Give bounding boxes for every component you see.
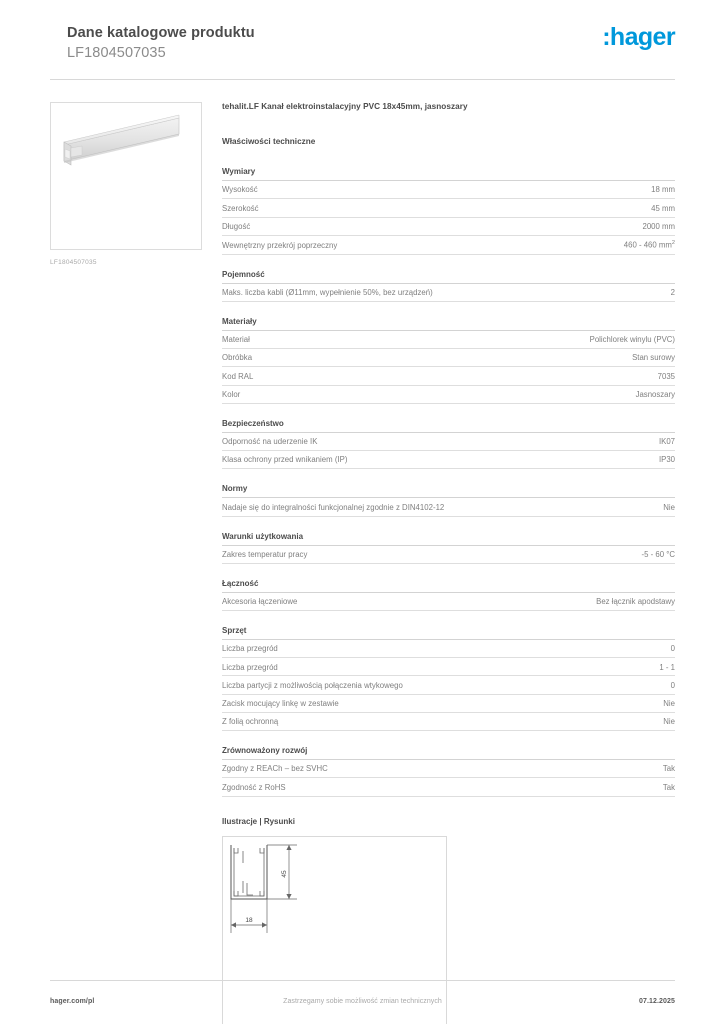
spec-label: Zgodność z RoHS: [222, 782, 286, 792]
spec-row: [222, 640, 675, 658]
drawings-section: [222, 817, 675, 1024]
header-titles: [67, 22, 255, 63]
spec-value: 45 mm: [651, 203, 675, 213]
specifications-column: [210, 102, 675, 1024]
spec-value: 0: [670, 644, 675, 654]
spec-group-title: Warunki użytkowania: [222, 532, 675, 546]
footer-divider: [50, 980, 675, 981]
specifications-title: Właściwości techniczne: [222, 137, 316, 147]
spec-row: [222, 451, 675, 469]
page-header: [0, 0, 724, 63]
spec-label: Wewnętrzny przekrój poprzeczny: [222, 240, 338, 250]
spec-label: Zakres temperatur pracy: [222, 549, 308, 559]
spec-label: Liczba przegród: [222, 644, 278, 654]
spec-group: [222, 746, 675, 796]
spec-value: [624, 240, 675, 250]
spec-label: Zacisk mocujący linkę w zestawie: [222, 699, 339, 708]
spec-value: IP30: [658, 455, 675, 465]
spec-value: 18 mm: [651, 185, 675, 195]
spec-row: [222, 433, 675, 451]
spec-group: [222, 532, 675, 564]
spec-label: Szerokość: [222, 203, 259, 213]
footer-website[interactable]: hager.com/pl: [50, 998, 95, 1005]
page-footer: [50, 998, 675, 1005]
spec-row: [222, 593, 675, 611]
spec-value: Nie: [663, 699, 675, 708]
product-image: [50, 102, 202, 250]
spec-group-title: Bezpieczeństwo: [222, 419, 675, 433]
spec-value: Bez łącznik apodstawy: [596, 597, 675, 607]
spec-group-title: Łączność: [222, 579, 675, 593]
spec-value-superscript: 2: [671, 240, 675, 247]
spec-value: -5 - 60 °C: [641, 549, 675, 559]
spec-row: [222, 498, 675, 516]
spec-label: Maks. liczba kabli (Ø11mm, wypełnienie 50%, bez urządzeń): [222, 287, 433, 297]
spec-group: [222, 317, 675, 404]
spec-group-title: Sprzęt: [222, 626, 675, 640]
spec-row: [222, 676, 675, 694]
footer-disclaimer: Zastrzegamy sobie możliwość zmian technicznych: [283, 998, 442, 1005]
spec-row: [222, 778, 675, 796]
spec-label: Kod RAL: [222, 371, 254, 381]
spec-group-title: Pojemność: [222, 270, 675, 284]
spec-value: Jasnoszary: [635, 389, 675, 399]
product-reference: LF1804507035: [67, 44, 166, 61]
spec-value: 2: [670, 287, 675, 297]
spec-value: 2000 mm: [642, 221, 675, 231]
hager-logo: :hager: [602, 23, 675, 51]
dimension-horizontal-label: 18: [245, 916, 253, 924]
spec-row: [222, 331, 675, 349]
spec-label: Z folią ochronną: [222, 717, 279, 727]
product-image-caption: LF1804507035: [50, 259, 97, 267]
spec-row: [222, 658, 675, 676]
spec-row: [222, 546, 675, 564]
spec-group: [222, 167, 675, 255]
spec-group: [222, 484, 675, 516]
spec-value: 0: [670, 680, 675, 690]
product-name: tehalit.LF Kanał elektroinstalacyjny PVC 18x45mm, jasnoszary: [222, 102, 468, 112]
footer-date: 07.12.2025: [638, 998, 675, 1005]
spec-group: [222, 626, 675, 731]
spec-row: [222, 713, 675, 731]
spec-row: [222, 386, 675, 404]
spec-value: Tak: [662, 764, 675, 774]
drawings-title: Ilustracje | Rysunki: [222, 816, 295, 826]
dimension-vertical-label: 45: [281, 870, 288, 878]
spec-group: [222, 270, 675, 302]
spec-label: Nadaje się do integralności funkcjonalnej zgodnie z DIN4102-12: [222, 502, 445, 512]
spec-label: Liczba przegród: [222, 662, 278, 672]
specification-groups: [222, 167, 675, 797]
spec-value: 1 - 1: [659, 662, 675, 672]
spec-label: Kolor: [222, 389, 241, 399]
spec-value: Nie: [663, 717, 675, 727]
page-title: Dane katalogowe produktu: [67, 25, 255, 41]
spec-row: [222, 218, 675, 236]
cross-section-drawing: [223, 837, 446, 1024]
spec-group-title: Materiały: [222, 317, 675, 331]
spec-row: [222, 181, 675, 199]
spec-label: Zgodny z REACh – bez SVHC: [222, 764, 328, 774]
spec-row: [222, 349, 675, 367]
spec-group: [222, 419, 675, 469]
spec-value: IK07: [658, 437, 675, 447]
spec-group-title: Normy: [222, 484, 675, 498]
spec-group: [222, 579, 675, 611]
spec-label: Obróbka: [222, 353, 253, 363]
spec-row: [222, 199, 675, 217]
content-area: [0, 80, 724, 1024]
spec-value: 7035: [657, 371, 675, 381]
product-image-column: [50, 102, 210, 266]
product-trunking-illustration: [51, 103, 201, 249]
technical-drawing: [222, 836, 447, 1024]
spec-row: [222, 695, 675, 713]
spec-row: [222, 284, 675, 302]
spec-label: Klasa ochrony przed wnikaniem (IP): [222, 455, 348, 465]
spec-value: Nie: [663, 502, 675, 512]
spec-value: Tak: [662, 782, 675, 792]
spec-label: Liczba partycji z możliwością połączenia wtykowego: [222, 680, 403, 690]
spec-label: Wysokość: [222, 185, 258, 195]
spec-value: Stan surowy: [632, 353, 675, 363]
spec-group-title: Zrównoważony rozwój: [222, 746, 675, 760]
spec-label: Odporność na uderzenie IK: [222, 437, 318, 447]
spec-value-text: 460 - 460 mm: [623, 240, 672, 250]
spec-row: [222, 236, 675, 255]
spec-group-title: Wymiary: [222, 167, 675, 181]
spec-row: [222, 760, 675, 778]
spec-label: Materiał: [222, 335, 250, 345]
spec-value: Polichlorek winylu (PVC): [589, 335, 675, 345]
spec-row: [222, 367, 675, 385]
spec-label: Akcesoria łączeniowe: [222, 597, 298, 607]
spec-label: Długość: [222, 221, 251, 231]
